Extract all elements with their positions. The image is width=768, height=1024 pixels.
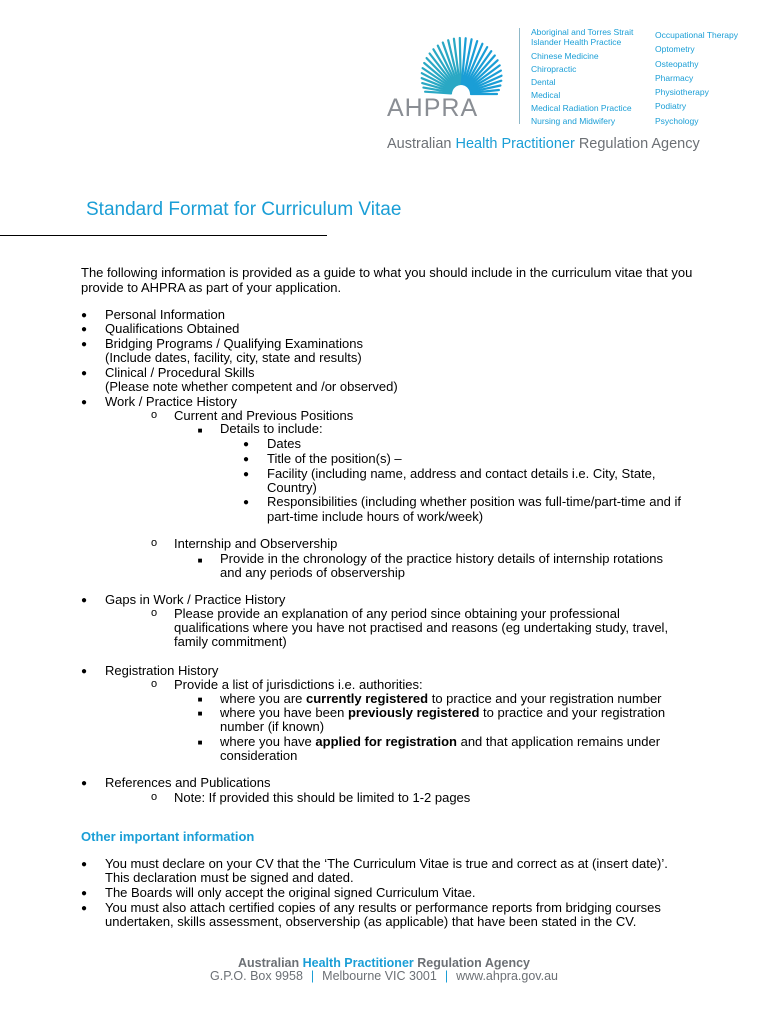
sub-list-item: Current and Previous Positions [174, 408, 354, 423]
bullet-icon: ● [242, 454, 250, 465]
list-item-note: (Include dates, facility, city, state and results) [105, 350, 362, 365]
header-divider [519, 28, 520, 124]
sub-sub-list-item-cont: and any periods of observership [220, 565, 406, 580]
footer-text: Australian [238, 956, 303, 970]
list-item-cont: This declaration must be signed and dated. [105, 870, 354, 885]
sub-list-item: Note: If provided this should be limited to 1-2 pages [174, 790, 471, 805]
sub-bullet-icon: o [150, 409, 158, 421]
bullet-icon: ● [80, 595, 88, 606]
profession-item: Islander Health Practice [531, 36, 622, 47]
bullet-icon: ● [80, 778, 88, 789]
bullet-icon: ● [80, 310, 88, 321]
profession-item: Optometry [655, 44, 695, 55]
text-run: where you have been [220, 705, 348, 720]
sub-sub-list-item-cont: consideration [220, 748, 298, 763]
sub-bullet-icon: o [150, 678, 158, 690]
square-bullet-icon: ■ [197, 709, 203, 718]
bullet-icon: ● [242, 469, 250, 480]
bullet-icon: ● [80, 859, 88, 870]
square-bullet-icon: ■ [197, 556, 203, 565]
text-run: where you have [220, 734, 316, 749]
sub-list-item: Internship and Observership [174, 536, 338, 551]
sub-list-item: Please provide an explanation of any period since obtaining your professional [174, 606, 620, 621]
list-item: Work / Practice History [105, 394, 237, 409]
section-heading: Other important information [81, 829, 255, 844]
sub-bullet-icon: o [150, 607, 158, 619]
tagline-text: Regulation Agency [574, 136, 700, 152]
profession-item: Pharmacy [655, 72, 694, 83]
bullet-icon: ● [242, 497, 250, 508]
profession-item: Dental [531, 77, 556, 87]
sub-sub-list-item: Provide in the chronology of the practice history details of internship rotations [220, 551, 663, 566]
list-item: Registration History [105, 663, 219, 678]
footer-website-link[interactable]: www.ahpra.gov.au [456, 969, 558, 983]
list-item-cont: undertaken, skills assessment, observership (as applicable) that have been stated in the CV. [105, 914, 637, 929]
square-bullet-icon: ■ [197, 426, 203, 435]
sub-bullet-icon: o [150, 791, 158, 803]
text-run: where you are [220, 691, 306, 706]
text-run-bold: previously registered [347, 705, 480, 720]
list-item: Bridging Programs / Qualifying Examinations [105, 336, 363, 351]
list-item: Personal Information [105, 307, 225, 322]
list-item: You must declare on your CV that the ‘The Curriculum Vitae is true and correct as at (insert date)’. [105, 856, 668, 871]
logo-fan-icon [422, 38, 502, 94]
square-bullet-icon: ■ [197, 695, 203, 704]
list-item: Clinical / Procedural Skills [105, 365, 255, 380]
profession-item: Chiropractic [531, 64, 577, 74]
list-item: Qualifications Obtained [105, 321, 240, 336]
list-item: Gaps in Work / Practice History [105, 592, 286, 607]
bullet-icon: ● [80, 903, 88, 914]
profession-item: Nursing and Midwifery [531, 116, 616, 126]
sub-bullet-icon: o [150, 537, 158, 549]
footer-separator: | [310, 969, 315, 983]
bullet-icon: ● [80, 666, 88, 677]
profession-item: Physiotherapy [655, 87, 709, 98]
bullet-icon: ● [80, 324, 88, 335]
bullet-icon: ● [80, 397, 88, 408]
logo-wordmark: AHPRA [387, 94, 479, 122]
tagline-highlight: Health Practitioner [455, 136, 575, 152]
intro-line: The following information is provided as a guide to what you should include in the curriculum vitae that you [81, 265, 693, 280]
profession-item: Medical [531, 90, 561, 100]
detail-item: Facility (including name, address and contact details i.e. City, State, [267, 466, 656, 481]
professions-list-left [531, 28, 633, 128]
profession-item: Aboriginal and Torres Strait [531, 27, 634, 37]
footer-text: Regulation Agency [413, 956, 530, 970]
list-item: References and Publications [105, 775, 271, 790]
detail-item: Title of the position(s) – [267, 451, 402, 466]
detail-item: Dates [267, 436, 301, 451]
square-bullet-icon: ■ [197, 738, 203, 747]
text-run: to practice and your registration [479, 705, 666, 720]
footer-city: Melbourne VIC 3001 [322, 969, 437, 983]
bullet-icon: ● [80, 888, 88, 899]
sub-sub-list-item: Details to include: [220, 421, 323, 436]
list-item: You must also attach certified copies of any results or performance reports from bridging courses [105, 900, 661, 915]
intro-line: provide to AHPRA as part of your application. [81, 280, 342, 295]
ahpra-logo [383, 30, 508, 122]
profession-item: Chinese Medicine [531, 51, 599, 61]
bullet-icon: ● [242, 439, 250, 450]
list-item-note: (Please note whether competent and /or observed) [105, 379, 398, 394]
profession-item: Psychology [655, 115, 699, 126]
text-run: and that application remains under [456, 734, 661, 749]
text-run-bold: currently registered [306, 691, 429, 706]
sub-list-item: Provide a list of jurisdictions i.e. authorities: [174, 677, 423, 692]
profession-item: Podiatry [655, 101, 687, 112]
text-run-bold: applied for registration [315, 734, 457, 749]
profession-item: Medical Radiation Practice [531, 103, 632, 113]
bullet-icon: ● [80, 339, 88, 350]
sub-list-item-cont: qualifications where you have not practised and reasons (eg undertaking study, travel, [174, 620, 669, 635]
footer-po-box: G.P.O. Box 9958 [210, 969, 303, 983]
agency-tagline [387, 137, 700, 152]
bullet-icon: ● [80, 368, 88, 379]
profession-item: Occupational Therapy [655, 30, 739, 40]
footer-highlight: Health Practitioner [302, 956, 414, 970]
text-run: to practice and your registration number [428, 691, 662, 706]
sub-sub-list-item-cont: number (if known) [220, 719, 325, 734]
footer-separator: | [444, 969, 449, 983]
detail-item-cont: part-time include hours of work/week) [267, 509, 484, 524]
professions-list-right [655, 28, 738, 128]
detail-item-cont: Country) [267, 480, 317, 495]
tagline-text: Australian [387, 136, 456, 152]
footer-address [0, 969, 768, 984]
title-underline [0, 235, 327, 236]
page-title: Standard Format for Curriculum Vitae [86, 199, 402, 220]
profession-item: Osteopathy [655, 58, 699, 69]
detail-item: Responsibilities (including whether position was full-time/part-time and if [267, 494, 682, 509]
sub-list-item-cont: family commitment) [174, 634, 287, 649]
list-item: The Boards will only accept the original signed Curriculum Vitae. [105, 885, 476, 900]
logo-ray [460, 38, 461, 84]
